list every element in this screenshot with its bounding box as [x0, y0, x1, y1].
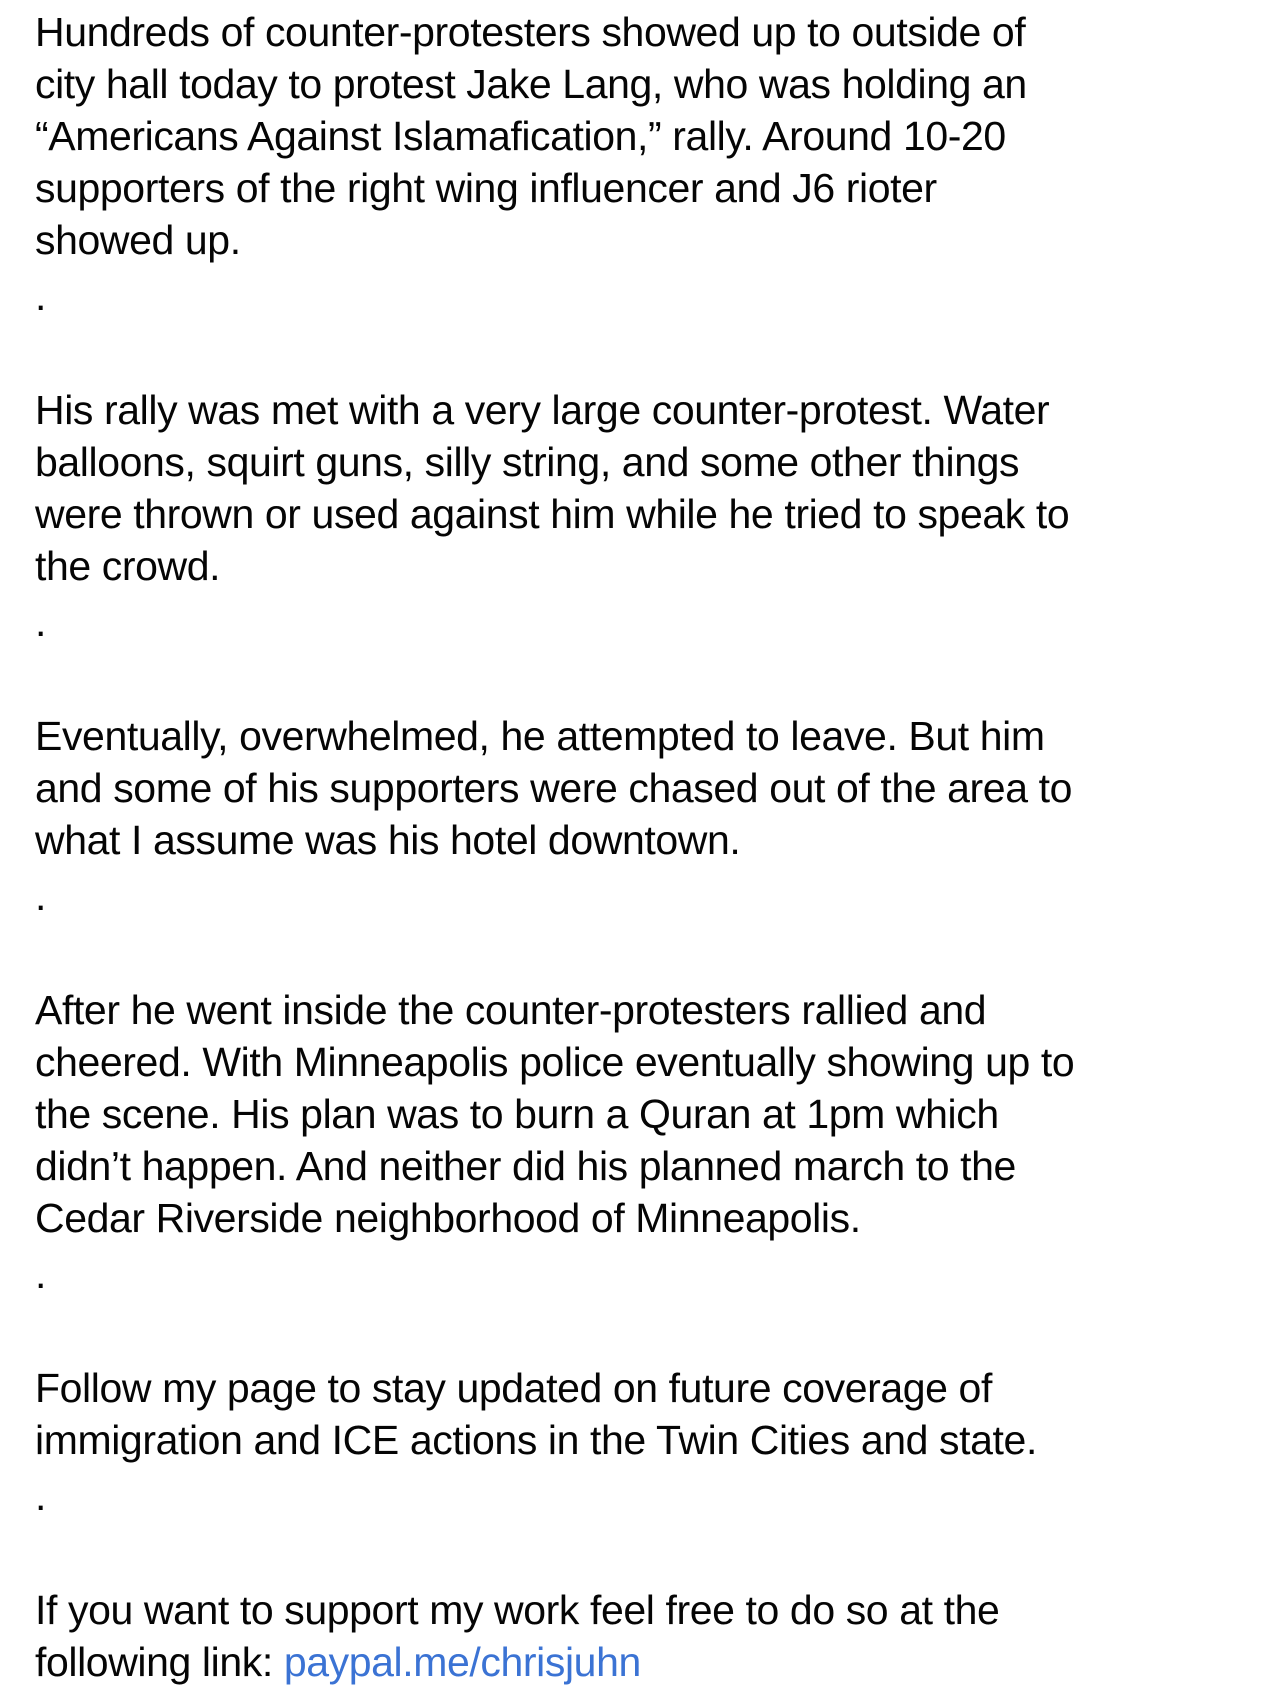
text-line: city hall today to protest Jake Lang, who was holding an: [35, 61, 1027, 107]
paypal-link[interactable]: paypal.me/chrisjuhn: [283, 1639, 641, 1685]
text-line: the crowd.: [35, 543, 221, 589]
paragraph-follow: [35, 1362, 1194, 1466]
separator-dot: .: [35, 599, 46, 645]
paragraph-rally-intro: [35, 6, 1194, 266]
text-line: [35, 1636, 1194, 1688]
text-line: Cedar Riverside neighborhood of Minneapolis.: [35, 1195, 861, 1241]
text-line: After he went inside the counter-protesters rallied and: [35, 987, 987, 1033]
text-line: “Americans Against Islamafication,” rally. Around 10-20: [35, 113, 1006, 159]
text-line: the scene. His plan was to burn a Quran at 1pm which: [35, 1091, 999, 1137]
text-line: Eventually, overwhelmed, he attempted to leave. But him: [35, 713, 1045, 759]
separator-dot: .: [35, 873, 46, 919]
text-line: and some of his supporters were chased out of the area to: [35, 765, 1072, 811]
text-line: cheered. With Minneapolis police eventually showing up to: [35, 1039, 1075, 1085]
paragraph-chased-out: [35, 710, 1194, 866]
text-line: balloons, squirt guns, silly string, and some other things: [35, 439, 1020, 485]
link-line-prefix: following link:: [35, 1639, 284, 1685]
separator-dot: .: [35, 273, 46, 319]
paragraph-support: [35, 1584, 1194, 1688]
text-line: supporters of the right wing influencer and J6 rioter: [35, 165, 937, 211]
text-line: were thrown or used against him while he tried to speak to: [35, 491, 1070, 537]
paragraph-counter-protest: [35, 384, 1194, 592]
text-line: showed up.: [35, 217, 241, 263]
text-line: His rally was met with a very large counter-protest. Water: [35, 387, 1050, 433]
text-line: what I assume was his hotel downtown.: [35, 817, 741, 863]
text-line: Hundreds of counter-protesters showed up to outside of: [35, 9, 1026, 55]
text-line: If you want to support my work feel free to do so at the: [35, 1587, 1000, 1633]
text-line: Follow my page to stay updated on future coverage of: [35, 1365, 992, 1411]
separator-dot: .: [35, 1251, 46, 1297]
text-line: didn’t happen. And neither did his planned march to the: [35, 1143, 1016, 1189]
paragraph-aftermath: [35, 984, 1194, 1244]
text-line: immigration and ICE actions in the Twin Cities and state.: [35, 1417, 1037, 1463]
separator-dot: .: [35, 1473, 46, 1519]
